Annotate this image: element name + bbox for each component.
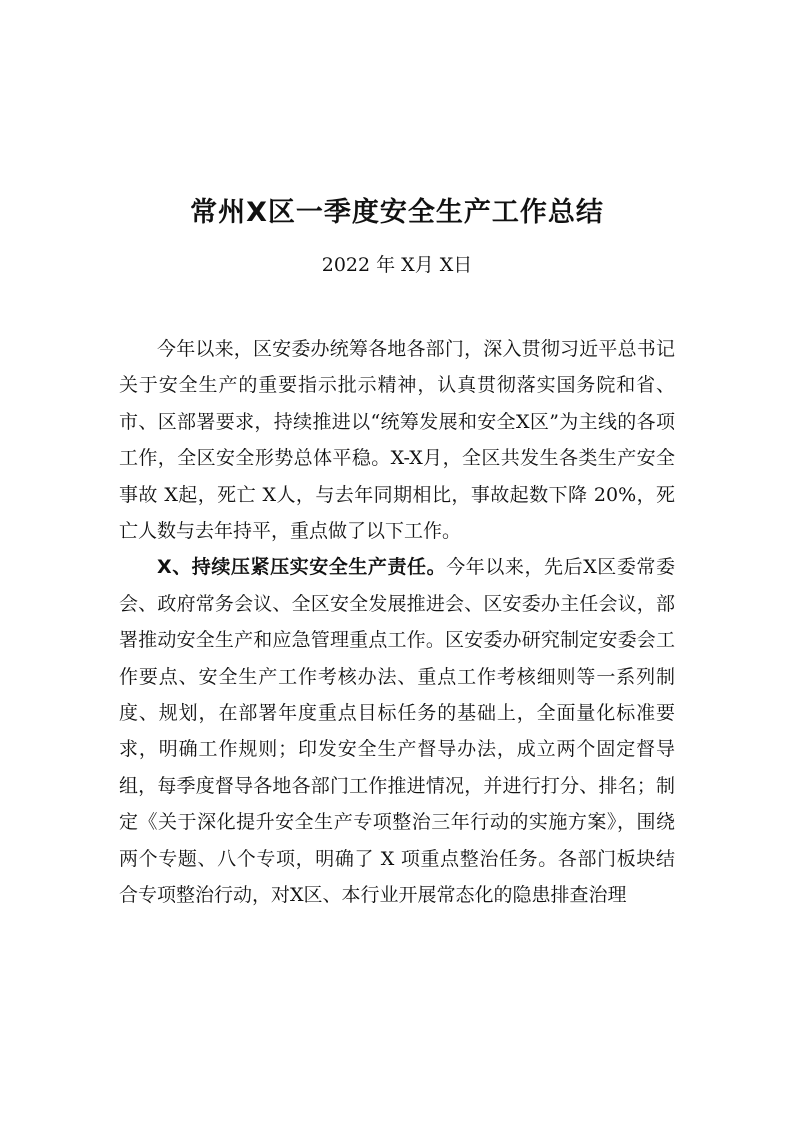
section-1-heading: X、持续压紧压实安全生产责任。 xyxy=(157,556,447,579)
section-1-text: 今年以来，先后X区委常委会、政府常务会议、全区安全发展推进会、区安委办主任会议，部署推动安全生产和应急管理重点工作。区安委办研究制定安委会工作要点、安全生产工作考核办法、重点工作考核细则等一系列制度、规划，在部署年度重点目标任务的基础上，全面量化标准要求，明确工作规则；印发安全生产督导办法，成立两个固定督导组，每季度督导各地各部门工作推进情况，并进行打分、排名；制定《关于深化提升安全生产专项整治三年行动的实施方案》，围绕两个专题、八个专项，明确了 X 项重点整治任务。各部门板块结合专项整治行动，对X区、本行业开展常态化的隐患排查治理 xyxy=(119,556,675,907)
document-date: 2022 年 X月 X日 xyxy=(321,254,473,276)
document-title: 常州X区一季度安全生产工作总结 xyxy=(190,197,604,228)
paragraph-intro-text: 今年以来，区安委办统筹各地各部门，深入贯彻习近平总书记关于安全生产的重要指示批示精神，认真贯彻落实国务院和省、市、区部署要求，持续推进以“统筹发展和安全X区”为主线的各项工作，全区安全形势总体平稳。X-X月，全区共发生各类生产安全事故 X起，死亡 X人，与去年同期相比，事故起数下降 20%，死亡人数与去年持平，重点做了以下工作。 xyxy=(119,338,675,543)
paragraph-section-1 xyxy=(119,549,675,913)
paragraph-intro xyxy=(119,331,675,549)
document-body xyxy=(119,331,675,914)
